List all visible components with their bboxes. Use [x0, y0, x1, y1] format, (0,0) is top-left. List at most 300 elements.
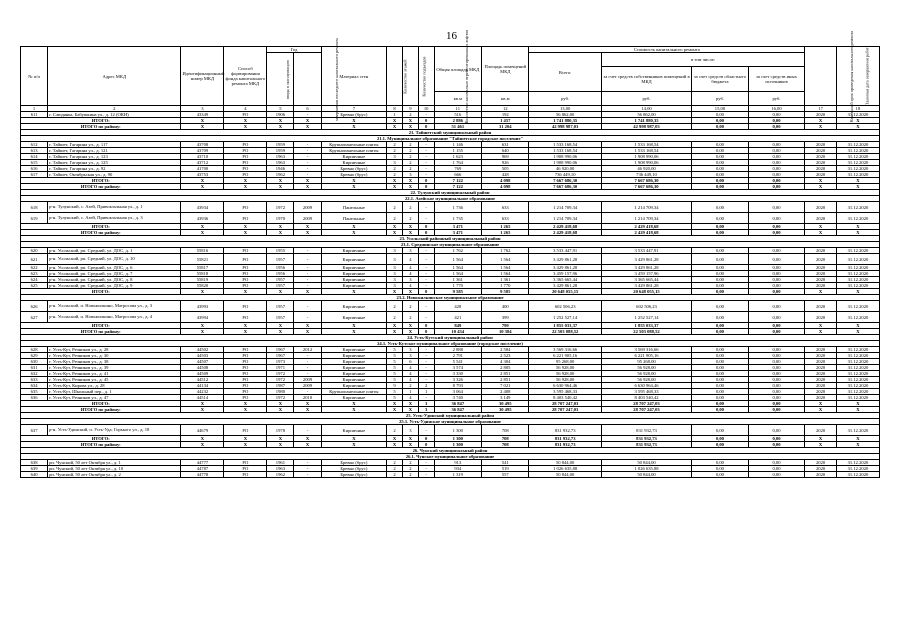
table-cell: X [321, 407, 387, 413]
table-cell: - [294, 112, 321, 118]
table-cell: 2020 [805, 383, 837, 389]
table-cell: - [294, 283, 321, 289]
table-cell: 0,00 [748, 323, 805, 329]
table-cell: 24. Усть-Кутский муниципальный район [21, 335, 880, 341]
table-cell: 3 459 157,96 [529, 271, 601, 277]
table-cell: 9 [387, 383, 403, 389]
table-cell: 0,00 [748, 142, 805, 148]
table-cell: 56 928,00 [529, 371, 601, 377]
table-cell: РО [224, 460, 267, 466]
table-cell: 30 495 [482, 407, 529, 413]
table-cell: - [418, 160, 434, 166]
table-cell: X [267, 178, 294, 184]
table-cell: X [321, 124, 387, 130]
table-cell: 31.12.2020 [836, 112, 879, 118]
table-cell: X [294, 124, 321, 130]
table-cell: 615 [21, 160, 48, 166]
header-cost-total: Всего: [529, 53, 601, 92]
table-cell: г. Усть-Кут, Речников ул., д. 30 [48, 353, 181, 359]
table-cell: X [387, 329, 403, 335]
table-cell: 30 495 [482, 401, 529, 407]
table-cell: X [321, 118, 387, 124]
header-other: за счет средств иных источников [748, 67, 805, 92]
table-cell: 31.12.2020 [836, 365, 879, 371]
table-cell: 56 928,00 [601, 371, 691, 377]
table-cell: 0 [418, 329, 434, 335]
table-cell: 634 [21, 383, 48, 389]
table-cell: 2 [402, 154, 418, 160]
table-cell: X [402, 329, 418, 335]
table-cell: РО [224, 353, 267, 359]
table-cell: РО [224, 383, 267, 389]
table-cell: 55817 [181, 265, 224, 271]
table-cell: 2020 [805, 283, 837, 289]
table-cell: 1 146 [434, 142, 481, 148]
table-cell: X [267, 124, 294, 130]
unit-own-funds: руб. [601, 92, 691, 106]
table-cell: 1 908 990,06 [601, 154, 691, 160]
table-cell: 4 098 [482, 184, 529, 190]
table-cell: 1957 [267, 312, 294, 323]
table-cell: 3 [387, 254, 403, 265]
table-cell: X [321, 323, 387, 329]
table-cell: 44509 [181, 371, 224, 377]
table-cell: 3 [387, 248, 403, 254]
table-cell: 6 221 905,16 [529, 353, 601, 359]
table-cell: 3 365 665,44 [601, 277, 691, 283]
unit-total-area: кв.м [434, 92, 481, 106]
table-cell: Кирпичные [321, 347, 387, 353]
table-cell: 95 268,00 [601, 359, 691, 365]
table-cell: РО [224, 277, 267, 283]
table-cell: 26. Чунский муниципальный район [21, 448, 880, 454]
table-cell: 1 908 990,06 [529, 154, 601, 160]
table-cell: 44778 [181, 472, 224, 478]
table-cell: X [224, 407, 267, 413]
table-cell: 3 595 468,33 [529, 389, 601, 395]
table-cell: 8 403 540,42 [601, 395, 691, 401]
table-cell: 769 [434, 166, 481, 172]
table-cell: Кирпичные [321, 271, 387, 277]
table-cell: г. Усть-Кут, Школьный пер., д. 1 [48, 389, 181, 395]
table-cell: X [294, 436, 321, 442]
table-cell: X [267, 184, 294, 190]
table-cell: X [836, 407, 879, 413]
table-cell: 1962 [267, 472, 294, 478]
table-cell: Панельные [321, 202, 387, 213]
table-cell: 44503 [181, 353, 224, 359]
table-cell: 633 [482, 213, 529, 224]
table-cell: X [836, 230, 879, 236]
table-cell: X [267, 224, 294, 230]
table-cell: X [402, 178, 418, 184]
table-cell: 4 [402, 371, 418, 377]
table-cell: 31.12.2020 [836, 312, 879, 323]
table-cell: 0,00 [692, 118, 749, 124]
table-cell: 637 [21, 425, 48, 436]
table-cell: 0,00 [692, 359, 749, 365]
table-cell: Кирпичные [321, 365, 387, 371]
table-cell: 0 [418, 118, 434, 124]
table-cell: 5 [387, 377, 403, 383]
table-cell: X [224, 289, 267, 295]
table-cell: 666 [434, 172, 481, 178]
table-cell: 3 471 [434, 230, 481, 236]
table-cell: 10 434 [434, 329, 481, 335]
table-cell: X [181, 184, 224, 190]
table-cell: X [387, 118, 403, 124]
table-cell: 3 [402, 277, 418, 283]
table-cell: 1987 [267, 383, 294, 389]
table-cell: X [387, 323, 403, 329]
table-cell: 0,00 [748, 202, 805, 213]
table-cell: 0,00 [748, 389, 805, 395]
table-cell: 1 762 [434, 248, 481, 254]
table-cell: 1 361 [482, 277, 529, 283]
table-cell: 3 [402, 425, 418, 436]
table-cell: 516 [434, 112, 481, 118]
table-cell: 0,00 [692, 213, 749, 224]
table-cell: 1 764 [434, 160, 481, 166]
table-cell: - [294, 166, 321, 172]
table-cell: 611 [21, 112, 48, 118]
table-cell: 2 [387, 148, 403, 154]
table-cell: 2020 [805, 265, 837, 271]
table-cell: 31.12.2020 [836, 301, 879, 312]
table-cell: 36 847 [434, 407, 481, 413]
table-cell: - [418, 277, 434, 283]
table-cell: X [181, 323, 224, 329]
table-cell: Кирпичные [321, 377, 387, 383]
table-cell: 639 [21, 466, 48, 472]
table-cell: 20 648 055,15 [529, 289, 601, 295]
table-cell: X [805, 124, 837, 130]
table-cell: ИТОГО: [21, 224, 181, 230]
table-cell: X [267, 401, 294, 407]
table-cell: 1 265 [482, 224, 529, 230]
table-cell: Кирпичные [321, 353, 387, 359]
table-cell: 7 667 686,30 [601, 184, 691, 190]
table-cell: - [294, 359, 321, 365]
table-cell: 2020 [805, 347, 837, 353]
table-cell: 505 [482, 166, 529, 172]
table-cell: 2 888 [434, 347, 481, 353]
table-cell: 5 [387, 359, 403, 365]
table-cell: X [836, 442, 879, 448]
table-cell: 0,00 [692, 365, 749, 371]
table-cell: X [805, 224, 837, 230]
table-cell: РО [224, 166, 267, 172]
table-cell: 43753 [181, 172, 224, 178]
table-cell: 2020 [805, 254, 837, 265]
table-cell: X [267, 289, 294, 295]
table-cell: 22 503 088,52 [601, 329, 691, 335]
table-cell: г. Усть-Кут, Речников ул., д. 39 [48, 365, 181, 371]
table-cell: X [294, 442, 321, 448]
table-cell: 2020 [805, 248, 837, 254]
table-cell: г. Усть-Кут, Кирова ул., д. 28 [48, 383, 181, 389]
table-cell: 2 [402, 202, 418, 213]
column-number: 3 [181, 106, 224, 112]
table-cell: X [836, 124, 879, 130]
table-cell: 44134 [181, 383, 224, 389]
table-cell: 0,00 [692, 172, 749, 178]
table-cell: 0,00 [692, 377, 749, 383]
table-cell: 2 [402, 312, 418, 323]
table-cell: 55821 [181, 254, 224, 265]
table-cell: 1 265 [482, 230, 529, 236]
header-incl: в том числе: [601, 53, 804, 67]
table-cell: X [805, 230, 837, 236]
table-cell: Бревно (брус) [321, 112, 387, 118]
table-cell: X [402, 401, 418, 407]
table-cell: г. Тайшет, Гагарина ул., д. 92 [48, 166, 181, 172]
table-cell: X [224, 178, 267, 184]
table-cell: 31.12.2020 [836, 371, 879, 377]
table-cell: 5 [387, 371, 403, 377]
table-cell: 0,00 [748, 383, 805, 389]
table-cell: 1 533 168,54 [601, 142, 691, 148]
table-cell: 633 [482, 202, 529, 213]
table-cell: 633 [21, 377, 48, 383]
table-cell: р-н. Тулунский, с. Азей, Привокзальная ул., д. 1 [48, 202, 181, 213]
table-cell: 28 707 247,03 [601, 401, 691, 407]
table-cell: X [321, 184, 387, 190]
table-cell: - [418, 353, 434, 359]
table-cell: 0,00 [692, 202, 749, 213]
table-cell: 627 [21, 312, 48, 323]
table-cell: X [181, 436, 224, 442]
table-cell: 1957 [267, 301, 294, 312]
table-cell: РО [224, 154, 267, 160]
table-cell: РО [224, 347, 267, 353]
table-cell: 0,00 [748, 407, 805, 413]
table-cell: 0,00 [748, 329, 805, 335]
table-cell: - [294, 142, 321, 148]
table-cell: 4 [402, 395, 418, 401]
table-row [21, 425, 880, 436]
table-cell: РО [224, 172, 267, 178]
table-cell: 708 [482, 442, 529, 448]
table-cell: 2020 [805, 389, 837, 395]
table-cell: 0,00 [692, 460, 749, 466]
table-cell: X [387, 289, 403, 295]
table-cell: 625 [21, 283, 48, 289]
table-cell: РО [224, 395, 267, 401]
table-cell: 799 [482, 323, 529, 329]
table-cell: 2 [402, 301, 418, 312]
table-cell: 617 [21, 172, 48, 178]
table-cell: 2020 [805, 472, 837, 478]
table-cell: 31.12.2020 [836, 472, 879, 478]
table-cell: 541 [482, 460, 529, 466]
table-cell: 0,00 [692, 224, 749, 230]
table-cell: ИТОГО: [21, 323, 181, 329]
table-cell: 3 533 447,91 [529, 248, 601, 254]
table-cell: 31.12.2020 [836, 353, 879, 359]
table-cell: 51 461 [434, 124, 481, 130]
table-cell: 0,00 [748, 425, 805, 436]
table-cell: 969 [482, 154, 529, 160]
table-cell: 736 449,10 [601, 172, 691, 178]
table-cell: 2009 [294, 213, 321, 224]
table-cell: 31.12.2020 [836, 425, 879, 436]
table-cell: 1 533 168,54 [529, 148, 601, 154]
table-cell: - [418, 312, 434, 323]
table-cell: 1963 [267, 466, 294, 472]
table-cell: 557 [482, 472, 529, 478]
table-cell: X [294, 329, 321, 335]
unit-other: руб. [748, 92, 805, 106]
table-cell: 31.12.2020 [836, 166, 879, 172]
table-cell: 2020 [805, 365, 837, 371]
table-cell: 0,00 [748, 178, 805, 184]
table-cell: Панельные [321, 213, 387, 224]
table-cell: 2020 [805, 160, 837, 166]
table-cell: РО [224, 371, 267, 377]
column-number: 18 [836, 106, 879, 112]
table-cell: 3 [402, 353, 418, 359]
table-cell: 602 506,23 [529, 301, 601, 312]
unit-regional: руб. [692, 92, 749, 106]
table-cell: Кирпичные [321, 248, 387, 254]
table-cell: 0,00 [748, 184, 805, 190]
table-cell: 0,00 [692, 277, 749, 283]
table-cell: X [805, 289, 837, 295]
table-cell: 0,00 [748, 248, 805, 254]
table-cell: 5 541 [434, 359, 481, 365]
table-cell: 400 [482, 301, 529, 312]
table-cell: 0 [418, 289, 434, 295]
table-cell: 31.12.2020 [836, 283, 879, 289]
table-cell: X [805, 442, 837, 448]
table-cell: 1970 [267, 213, 294, 224]
table-cell: г. Тайшет, Гагарина ул., д. 123 [48, 154, 181, 160]
table-cell: р-н. Усольский, рп. Средний, ул. ДОС, д. 1 [48, 248, 181, 254]
table-cell: Кирпичные [321, 383, 387, 389]
table-cell: 5 [387, 389, 403, 395]
table-cell: 0,00 [748, 254, 805, 265]
table-cell: - [418, 271, 434, 277]
table-cell: 23.2. Новожилкинское муниципальное образование [21, 295, 880, 301]
table-row [21, 202, 880, 213]
table-cell: 56 928,00 [601, 377, 691, 383]
table-cell: 1 300 [434, 442, 481, 448]
table-cell: 4 [402, 377, 418, 383]
table-cell: 3 [402, 172, 418, 178]
table-cell: 9 585 [434, 289, 481, 295]
table-cell: 3 429 861,28 [529, 254, 601, 265]
table-cell: X [267, 323, 294, 329]
table-cell: г. Тайшет, Гагарина ул., д. 125 [48, 160, 181, 166]
table-cell: 628 [21, 347, 48, 353]
table-cell: 0 [418, 124, 434, 130]
table-cell: 1972 [267, 395, 294, 401]
table-cell: X [181, 289, 224, 295]
table-cell: РО [224, 312, 267, 323]
table-cell: 0,00 [748, 154, 805, 160]
table-cell: 0,00 [692, 248, 749, 254]
table-cell: 1 319 [434, 472, 481, 478]
table-cell: ИТОГО по району: [21, 184, 181, 190]
table-cell: РО [224, 377, 267, 383]
table-cell: 1 155 [434, 148, 481, 154]
table-cell: 0,00 [692, 166, 749, 172]
table-cell: 0,00 [692, 472, 749, 478]
table-cell: 31.12.2020 [836, 202, 879, 213]
table-cell: 44507 [181, 359, 224, 365]
table-cell: X [181, 124, 224, 130]
table-cell: Кирпичные [321, 312, 387, 323]
table-cell: 1980 [267, 389, 294, 395]
table-cell: 3 [402, 347, 418, 353]
table-cell: 1 214 709,34 [529, 213, 601, 224]
table-cell: 629 [21, 353, 48, 359]
table-cell: 2020 [805, 395, 837, 401]
table-cell: РО [224, 365, 267, 371]
table-cell: РО [224, 148, 267, 154]
table-cell: ИТОГО по району: [21, 329, 181, 335]
table-cell: 28 707 247,03 [529, 401, 601, 407]
table-cell: 56 928,00 [529, 365, 601, 371]
table-cell: X [321, 224, 387, 230]
table-cell: 2020 [805, 377, 837, 383]
table-cell: 421 [434, 312, 481, 323]
table-cell: 2 791 [434, 353, 481, 359]
table-cell: X [224, 329, 267, 335]
table-cell: 1 564 [434, 254, 481, 265]
table-cell: 2 584 [482, 347, 529, 353]
table-cell: - [294, 353, 321, 359]
table-cell: 22.1. Азейское муниципальное образование [21, 196, 880, 202]
table-cell: X [321, 442, 387, 448]
column-number: 13,00 [529, 106, 601, 112]
table-cell: 3 326 [434, 377, 481, 383]
table-cell: 831 932,73 [529, 425, 601, 436]
table-cell: 2020 [805, 112, 837, 118]
table-cell: 2020 [805, 202, 837, 213]
table-cell: 2 [402, 112, 418, 118]
header-fund-method: Способ формирования фонда капитального ремонта МКД [224, 47, 267, 106]
table-cell: 0,00 [748, 172, 805, 178]
table-cell: 2 [402, 460, 418, 466]
table-cell: 618 [21, 202, 48, 213]
table-cell: г. Усть-Кут, Речников ул., д. 41 [48, 371, 181, 377]
table-cell: Крупнопанельные плиты [321, 142, 387, 148]
header-total-area: Общая площадь МКД [434, 47, 481, 92]
table-cell: 3 429 861,28 [601, 265, 691, 271]
table-cell: 1967 [267, 347, 294, 353]
table-cell: 2020 [805, 371, 837, 377]
table-cell: X [805, 118, 837, 124]
table-cell: РО [224, 112, 267, 118]
table-cell: 2 [387, 425, 403, 436]
table-cell: 0,00 [748, 377, 805, 383]
table-cell: 2 [402, 160, 418, 166]
table-cell: г. Тайшет, Октябрьская ул., д. 90 [48, 172, 181, 178]
header-year-last-repair: завершения последнего капитального ремонта [294, 53, 321, 106]
table-cell: - [294, 277, 321, 283]
table-cell: РО [224, 213, 267, 224]
table-cell: 31.12.2020 [836, 248, 879, 254]
table-cell: - [294, 365, 321, 371]
table-cell: 31.12.2020 [836, 466, 879, 472]
table-cell: 3 [418, 401, 434, 407]
table-cell: 2 429 418,68 [601, 224, 691, 230]
table-cell: 44514 [181, 395, 224, 401]
table-cell: 1946 [267, 166, 294, 172]
table-cell: 0,00 [748, 442, 805, 448]
